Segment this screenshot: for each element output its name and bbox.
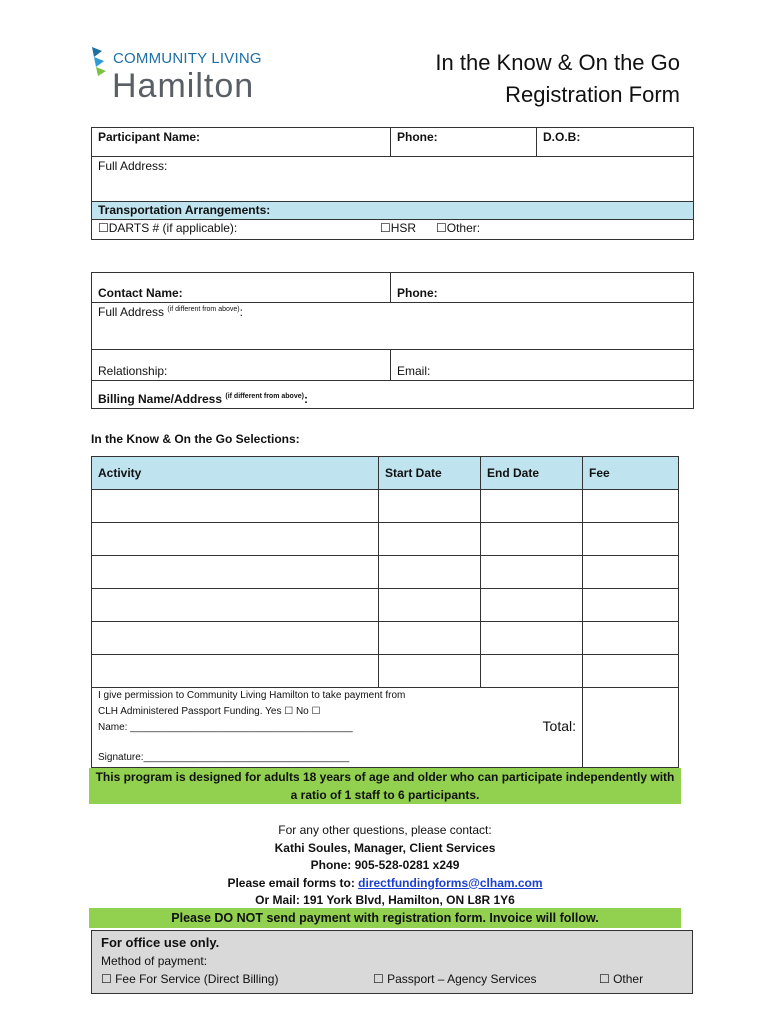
- activity-cell[interactable]: [92, 556, 379, 589]
- participant-address-field[interactable]: Full Address:: [92, 157, 694, 202]
- end-date-cell[interactable]: [481, 589, 583, 622]
- end-date-column-header: End Date: [481, 457, 583, 490]
- start-date-cell[interactable]: [379, 490, 481, 523]
- activity-cell[interactable]: [92, 655, 379, 688]
- start-date-cell[interactable]: [379, 589, 481, 622]
- total-label: Total:: [542, 718, 576, 734]
- selections-heading: In the Know & On the Go Selections:: [91, 432, 300, 446]
- fee-for-service-checkbox[interactable]: ☐ Fee For Service (Direct Billing): [101, 972, 279, 986]
- logo-text-bottom: Hamilton: [112, 67, 255, 105]
- fee-cell[interactable]: [583, 490, 679, 523]
- fee-cell[interactable]: [583, 556, 679, 589]
- fee-cell[interactable]: [583, 523, 679, 556]
- fee-cell[interactable]: [583, 589, 679, 622]
- participant-dob-field[interactable]: D.O.B:: [537, 128, 694, 157]
- fee-column-header: Fee: [583, 457, 679, 490]
- hsr-checkbox[interactable]: ☐HSR: [380, 221, 417, 235]
- contact-table: [91, 272, 694, 409]
- age-notice: [89, 768, 681, 804]
- permission-text-line2[interactable]: CLH Administered Passport Funding. Yes ☐ No ☐: [98, 706, 321, 717]
- fee-cell[interactable]: [583, 622, 679, 655]
- end-date-cell[interactable]: [481, 655, 583, 688]
- participant-phone-field[interactable]: Phone:: [391, 128, 537, 157]
- activity-row: [92, 556, 679, 589]
- permission-cell: [92, 688, 583, 768]
- age-notice-line2: a ratio of 1 staff to 6 participants.: [290, 788, 480, 802]
- darts-checkbox[interactable]: ☐DARTS # (if applicable):: [98, 221, 238, 235]
- activity-cell[interactable]: [92, 490, 379, 523]
- email-prefix: Please email forms to:: [227, 875, 359, 890]
- email-link[interactable]: directfundingforms@clham.com: [358, 875, 543, 890]
- signature-line[interactable]: Signature:_____________________________________: [98, 752, 350, 763]
- other-transport-checkbox[interactable]: ☐Other:: [436, 221, 481, 235]
- end-date-cell[interactable]: [481, 556, 583, 589]
- form-title-line1: In the Know & On the Go: [435, 50, 680, 75]
- form-title-line2: Registration Form: [505, 82, 680, 107]
- contact-info: [90, 822, 680, 910]
- end-date-cell[interactable]: [481, 523, 583, 556]
- activity-row: [92, 655, 679, 688]
- selections-table: [91, 456, 679, 768]
- transport-heading: Transportation Arrangements:: [92, 202, 694, 220]
- contact-email-field[interactable]: Email:: [391, 350, 694, 381]
- mailing-address: Or Mail: 191 York Blvd, Hamilton, ON L8R 1Y6: [255, 893, 515, 907]
- activity-row: [92, 622, 679, 655]
- end-date-cell[interactable]: [481, 490, 583, 523]
- contact-address-field[interactable]: Full Address $^{(if different from above)}$:: [92, 303, 694, 350]
- office-heading: For office use only.: [101, 935, 220, 950]
- activity-cell[interactable]: [92, 589, 379, 622]
- start-date-cell[interactable]: [379, 655, 481, 688]
- start-date-cell[interactable]: [379, 523, 481, 556]
- activity-row: [92, 523, 679, 556]
- billing-field[interactable]: Billing Name/Address $^{(if different from above)}$:: [92, 381, 694, 409]
- contact-intro: For any other questions, please contact:: [278, 823, 492, 837]
- total-fee-cell[interactable]: [583, 688, 679, 768]
- activity-row: [92, 490, 679, 523]
- participant-table: [91, 127, 694, 240]
- activity-cell[interactable]: [92, 622, 379, 655]
- payment-notice: Please DO NOT send payment with registration form. Invoice will follow.: [89, 908, 681, 928]
- activity-column-header: Activity: [92, 457, 379, 490]
- start-date-column-header: Start Date: [379, 457, 481, 490]
- participant-name-field[interactable]: Participant Name:: [92, 128, 391, 157]
- contact-phone: Phone: 905-528-0281 x249: [310, 858, 460, 872]
- activity-cell[interactable]: [92, 523, 379, 556]
- transport-options: [92, 220, 694, 240]
- payment-method-label: Method of payment:: [101, 954, 208, 968]
- fee-cell[interactable]: [583, 655, 679, 688]
- other-payment-checkbox[interactable]: ☐ Other: [599, 972, 644, 986]
- logo-text-top: COMMUNITY LIVING: [113, 50, 262, 67]
- contact-name-field[interactable]: Contact Name:: [92, 273, 391, 303]
- end-date-cell[interactable]: [481, 622, 583, 655]
- contact-person: Kathi Soules, Manager, Client Services: [274, 840, 496, 855]
- logo-mark-icon: [88, 45, 110, 77]
- activity-row: [92, 589, 679, 622]
- permission-name-line[interactable]: Name: ________________________________________: [98, 722, 353, 733]
- permission-text-line1: I give permission to Community Living Hamilton to take payment from: [98, 690, 406, 701]
- contact-phone-field[interactable]: Phone:: [391, 273, 694, 303]
- age-notice-line1: This program is designed for adults 18 years of age and older who can participate independently with: [95, 770, 675, 784]
- office-use-box: [91, 930, 693, 994]
- relationship-field[interactable]: Relationship:: [92, 350, 391, 381]
- passport-agency-checkbox[interactable]: ☐ Passport – Agency Services: [373, 972, 537, 986]
- start-date-cell[interactable]: [379, 622, 481, 655]
- start-date-cell[interactable]: [379, 556, 481, 589]
